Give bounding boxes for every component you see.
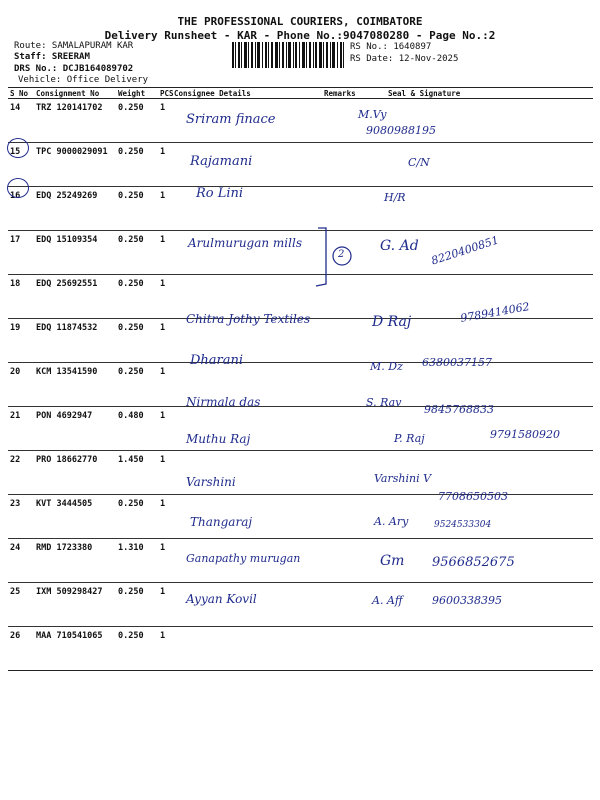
signature: C/N: [408, 156, 430, 169]
sno-circle-mark: [7, 138, 29, 158]
row-weight: 0.250: [116, 231, 158, 275]
staff-label: Staff: SREERAM: [14, 52, 90, 62]
signature-phone: 9789414062: [459, 300, 531, 325]
row-weight: 0.250: [116, 187, 158, 231]
row-sno: 25: [8, 583, 34, 627]
row-sno: 16: [8, 187, 34, 231]
signature-phone: 9566852675: [432, 555, 515, 570]
signature: Varshini V: [374, 472, 432, 485]
row-weight: 0.250: [116, 363, 158, 407]
row-pcs: 1: [158, 275, 172, 319]
row-pcs: 1: [158, 319, 172, 363]
drs-label: DRS No.: DCJB164089702: [14, 64, 134, 74]
signature: A. Ary: [374, 515, 409, 528]
consignee-handwriting: Chitra Jothy Textiles: [186, 312, 311, 326]
row-sno: 23: [8, 495, 34, 539]
row-sno: 18: [8, 275, 34, 319]
row-sno: 19: [8, 319, 34, 363]
signature-phone: 7708650503: [438, 490, 508, 503]
row-pcs: 1: [158, 495, 172, 539]
signature: Gm: [380, 553, 405, 569]
row-pcs: 1: [158, 583, 172, 627]
consignee-handwriting: Sriram finace: [186, 112, 276, 127]
row-weight: 0.250: [116, 275, 158, 319]
row-pcs: 1: [158, 231, 172, 275]
row-sno: 14: [8, 99, 34, 143]
row-consignment: RMD 1723380: [34, 539, 116, 583]
route-label: Route: SAMALAPURAM KAR: [14, 41, 134, 51]
consignee-handwriting: Dharani: [190, 353, 244, 368]
signature-phone: 9524533304: [434, 520, 492, 530]
consignee-handwriting: Varshini: [186, 475, 236, 489]
row-consignment: KCM 13541590: [34, 363, 116, 407]
col-pcs: PCS: [160, 88, 174, 98]
rs-date: RS Date: 12-Nov-2025: [350, 54, 459, 64]
remarks-mark: 2: [338, 249, 345, 260]
barcode: [232, 42, 344, 68]
row-weight: 0.250: [116, 627, 158, 671]
signature-phone: 6380037157: [422, 356, 492, 369]
consignee-handwriting: Arulmurugan mills: [188, 236, 302, 250]
vehicle-label: Vehicle: Office Delivery: [18, 75, 149, 85]
remarks-bracket: [310, 226, 360, 288]
col-sno: S No: [8, 88, 34, 99]
sno-circle-mark: [7, 178, 29, 198]
col-remarks: Remarks: [322, 88, 370, 99]
table-header-row: [8, 88, 593, 99]
signature: P. Raj: [394, 432, 425, 445]
signature: M.Vy: [358, 108, 387, 121]
row-consignment: TPC 9000029091: [34, 143, 116, 187]
row-weight: 0.480: [116, 407, 158, 451]
row-weight: 0.250: [116, 495, 158, 539]
col-signature: Seal & Signature: [370, 88, 593, 99]
signature: A. Aff: [372, 594, 403, 607]
col-consignment: Consignment No: [34, 88, 116, 99]
row-weight: 1.310: [116, 539, 158, 583]
table-row: [8, 583, 593, 627]
row-consignment: EDQ 25249269: [34, 187, 116, 231]
consignee-handwriting: Muthu Raj: [186, 432, 251, 446]
signature-phone: 9791580920: [490, 428, 560, 441]
row-pcs: 1: [158, 363, 172, 407]
row-consignment: EDQ 15109354: [34, 231, 116, 275]
table-row: [8, 143, 593, 187]
runsheet-subtitle: Delivery Runsheet - KAR - Phone No.:9047080280 - Page No.:2: [104, 29, 496, 42]
row-sno: 21: [8, 407, 34, 451]
row-pcs: 1: [158, 187, 172, 231]
consignee-handwriting: Ayyan Kovil: [186, 592, 257, 606]
row-consignment: EDQ 11874532: [34, 319, 116, 363]
company-title: THE PROFESSIONAL COURIERS, COIMBATORE: [177, 15, 423, 28]
row-pcs: 1: [158, 99, 172, 143]
row-sno: 17: [8, 231, 34, 275]
row-consignment: TRZ 120141702: [34, 99, 116, 143]
consignee-handwriting: Rajamani: [190, 154, 253, 169]
row-consignment: KVT 3444505: [34, 495, 116, 539]
signature: S. Rav: [366, 396, 402, 409]
row-pcs: 1: [158, 143, 172, 187]
signature: H/R: [384, 191, 406, 204]
signature: M. Dz: [370, 360, 403, 373]
row-sno: 24: [8, 539, 34, 583]
col-consignee: Consignee Details: [172, 88, 322, 99]
row-sno: 22: [8, 451, 34, 495]
table-row: [8, 627, 593, 671]
row-consignment: PRO 18662770: [34, 451, 116, 495]
row-pcs: 1: [158, 451, 172, 495]
table-row: [8, 99, 593, 143]
row-weight: 0.250: [116, 99, 158, 143]
row-weight: 0.250: [116, 143, 158, 187]
signature: D Raj: [372, 314, 412, 330]
row-sno: 20: [8, 363, 34, 407]
row-pcs: 1: [158, 407, 172, 451]
row-weight: 1.450: [116, 451, 158, 495]
row-weight: 0.250: [116, 319, 158, 363]
rs-number: RS No.: 1640897: [350, 42, 432, 52]
row-consignment: MAA 710541065: [34, 627, 116, 671]
row-weight: 0.250: [116, 583, 158, 627]
consignee-handwriting: Nirmala das: [186, 395, 261, 409]
row-sno: 15: [8, 143, 34, 187]
signature-phone: 9080988195: [366, 124, 436, 137]
consignee-handwriting: Thangaraj: [190, 515, 253, 529]
table-row: [8, 363, 593, 407]
consignee-handwriting: Ro Lini: [196, 186, 244, 201]
row-consignment: IXM 509298427: [34, 583, 116, 627]
signature-phone: 9600338395: [432, 594, 502, 607]
signature-phone: 9845768833: [424, 403, 494, 416]
row-consignment: PON 4692947: [34, 407, 116, 451]
row-consignment: EDQ 25692551: [34, 275, 116, 319]
signature-phone: 8220400851: [429, 233, 501, 268]
row-pcs: 1: [158, 627, 172, 671]
row-sno: 26: [8, 627, 34, 671]
table-row: [8, 451, 593, 495]
runsheet-table: [8, 87, 593, 671]
row-pcs: 1: [158, 539, 172, 583]
table-row: [8, 187, 593, 231]
col-weight: Weight: [116, 88, 158, 99]
signature: G. Ad: [380, 238, 419, 254]
consignee-handwriting: Ganapathy murugan: [186, 552, 301, 565]
